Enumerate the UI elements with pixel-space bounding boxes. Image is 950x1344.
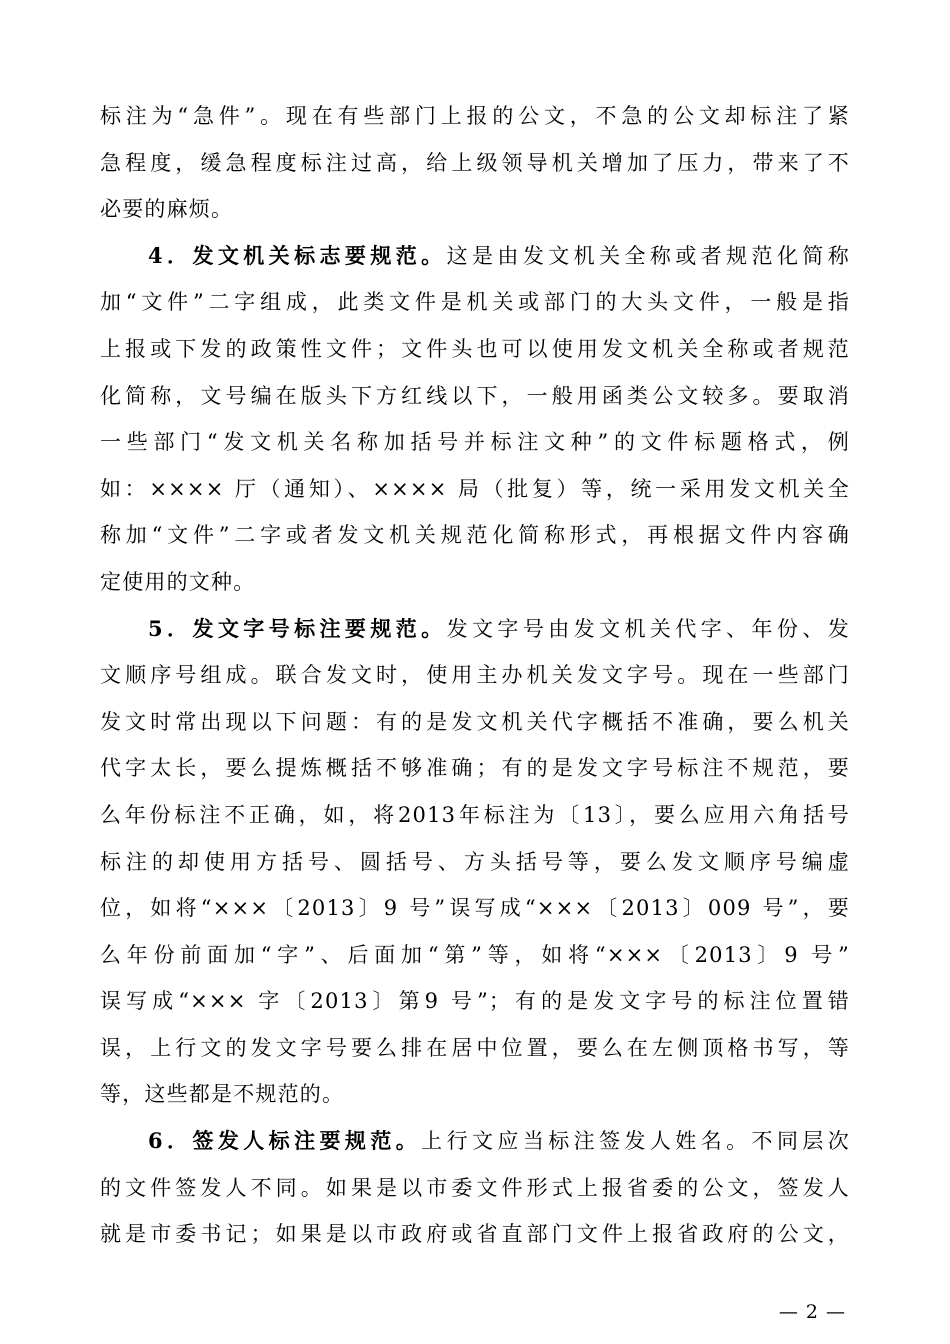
section-heading-6: 6．签发人标注要规范。 (148, 1128, 422, 1154)
section-5-first-line (100, 606, 850, 653)
text-line: 上报或下发的政策性文件；文件头也可以使用发文机关全称或者规范 (100, 336, 850, 361)
section-4-first-line (100, 233, 850, 280)
text-line: 定使用的文种。 (100, 569, 256, 594)
text-line: 加“文件”二字组成，此类文件是机关或部门的大头文件，一般是指 (100, 290, 850, 315)
page-number: — 2 — (778, 1301, 846, 1323)
body-text (100, 93, 850, 1258)
text-line: 就是市委书记；如果是以市政府或省直部门文件上报省政府的公文， (100, 1222, 850, 1247)
text-line: 一些部门“发文机关名称加括号并标注文种”的文件标题格式，例 (100, 430, 850, 455)
text-line: 么年份标注不正确，如，将2013年标注为〔13〕，要么应用六角括号 (100, 802, 850, 827)
text-line: 标注为“急件”。现在有些部门上报的公文，不急的公文却标注了紧 (100, 104, 850, 128)
text-line: 么年份前面加“字”、后面加“第”等，如将“×××〔2013〕9 号” (100, 942, 850, 967)
text-line: 标注的却使用方括号、圆括号、方头括号等，要么发文顺序号编虚 (100, 849, 850, 874)
text-line: 等，这些都是不规范的。 (100, 1082, 345, 1107)
section-heading-5: 5．发文字号标注要规范。 (148, 615, 447, 641)
text-line: 位，如将“×××〔2013〕9 号”误写成“×××〔2013〕009 号”，要 (100, 896, 850, 921)
section-text: 发文字号由发文机关代字、年份、发 (446, 616, 850, 641)
text-line: 误写成“××× 字〔2013〕第9 号”；有的是发文字号的标注位置错 (100, 989, 850, 1014)
text-line: 发文时常出现以下问题：有的是发文机关代字概括不准确，要么机关 (100, 709, 850, 734)
text-line: 代字太长，要么提炼概括不够准确；有的是发文字号标注不规范，要 (100, 756, 850, 781)
text-line: 化简称，文号编在版头下方红线以下，一般用函类公文较多。要取消 (100, 383, 850, 408)
text-line: 文顺序号组成。联合发文时，使用主办机关发文字号。现在一些部门 (100, 663, 850, 688)
text-line: 如：×××× 厅（通知）、×××× 局（批复）等，统一采用发文机关全 (100, 476, 850, 501)
section-text: 这是由发文机关全称或者规范化简称 (446, 243, 850, 268)
text-line: 必要的麻烦。 (100, 197, 234, 222)
text-line: 称加“文件”二字或者发文机关规范化简称形式，再根据文件内容确 (100, 523, 850, 548)
text-line: 的文件签发人不同。如果是以市委文件形式上报省委的公文，签发人 (100, 1175, 850, 1200)
text-line: 误，上行文的发文字号要么排在居中位置，要么在左侧顶格书写，等 (100, 1035, 850, 1060)
section-heading-4: 4．发文机关标志要规范。 (148, 242, 447, 268)
text-line: 急程度，缓急程度标注过高，给上级领导机关增加了压力，带来了不 (100, 150, 850, 175)
section-text: 上行文应当标注签发人姓名。不同层次 (421, 1129, 850, 1154)
section-6-first-line (100, 1118, 850, 1165)
